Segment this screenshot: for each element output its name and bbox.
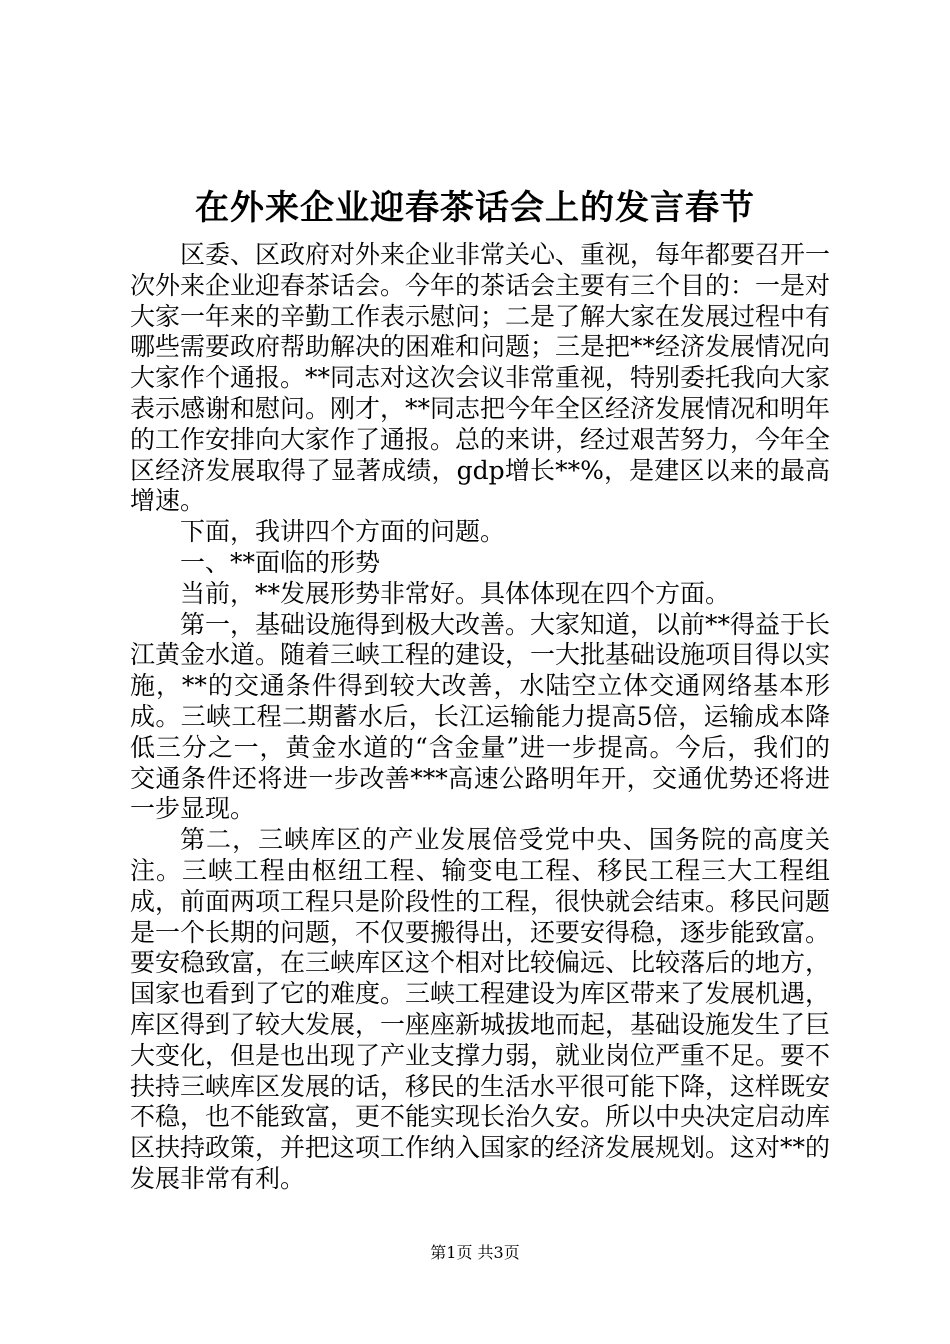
paragraph-intro: 区委、区政府对外来企业非常关心、重视，每年都要召开一次外来企业迎春茶话会。今年的茶话会主要有三个目的：一是对大家一年来的辛勤工作表示慰问；二是了解大家在发展过程中有哪些需要政府帮助解决的困难和问题；三是把**经济发展情况向大家作个通报。**同志对这次会议非常重视，特别委托我向大家表示感谢和慰问。刚才，**同志把今年全区经济发展情况和明年的工作安排向大家作了通报。总的来讲，经过艰苦努力，今年全区经济发展取得了显著成绩，gdp增长**%，是建区以来的最高增速。 [130,240,831,516]
paragraph-outline: 下面，我讲四个方面的问题。 [180,517,506,547]
paragraph-situation: 当前，**发展形势非常好。具体体现在四个方面。 [180,578,731,608]
section-heading-1: 一、**面临的形势 [180,547,381,577]
document-body [130,240,830,1195]
document-title: 在外来企业迎春茶话会上的发言春节 [195,188,755,228]
paragraph-point-1: 第一，基础设施得到极大改善。大家知道，以前**得益于长江黄金水道。随着三峡工程的建设，一大批基础设施项目得以实施，**的交通条件得到较大改善，水陆空立体交通网络基本形成。三峡工程二期蓄水后，长江运输能力提高5倍，运输成本降低三分之一，黄金水道的“含金量”进一步提高。今后，我们的交通条件还将进一步改善***高速公路明年开，交通优势还将进一步显现。 [130,609,831,824]
page-footer: 第1页 共3页 [430,1243,520,1262]
paragraph-point-2: 第二，三峡库区的产业发展倍受党中央、国务院的高度关注。三峡工程由枢纽工程、输变电工程、移民工程三大工程组成，前面两项工程只是阶段性的工程，很快就会结束。移民问题是一个长期的问题，不仅要搬得出，还要安得稳，逐步能致富。要安稳致富，在三峡库区这个相对比较偏远、比较落后的地方，国家也看到了它的难度。三峡工程建设为库区带来了发展机遇，库区得到了较大发展，一座座新城拔地而起，基础设施发生了巨大变化，但是也出现了产业支撑力弱，就业岗位严重不足。要不扶持三峡库区发展的话，移民的生活水平很可能下降，这样既安不稳，也不能致富，更不能实现长治久安。所以中央决定启动库区扶持政策，并把这项工作纳入国家的经济发展规划。这对**的发展非常有利。 [130,825,831,1193]
